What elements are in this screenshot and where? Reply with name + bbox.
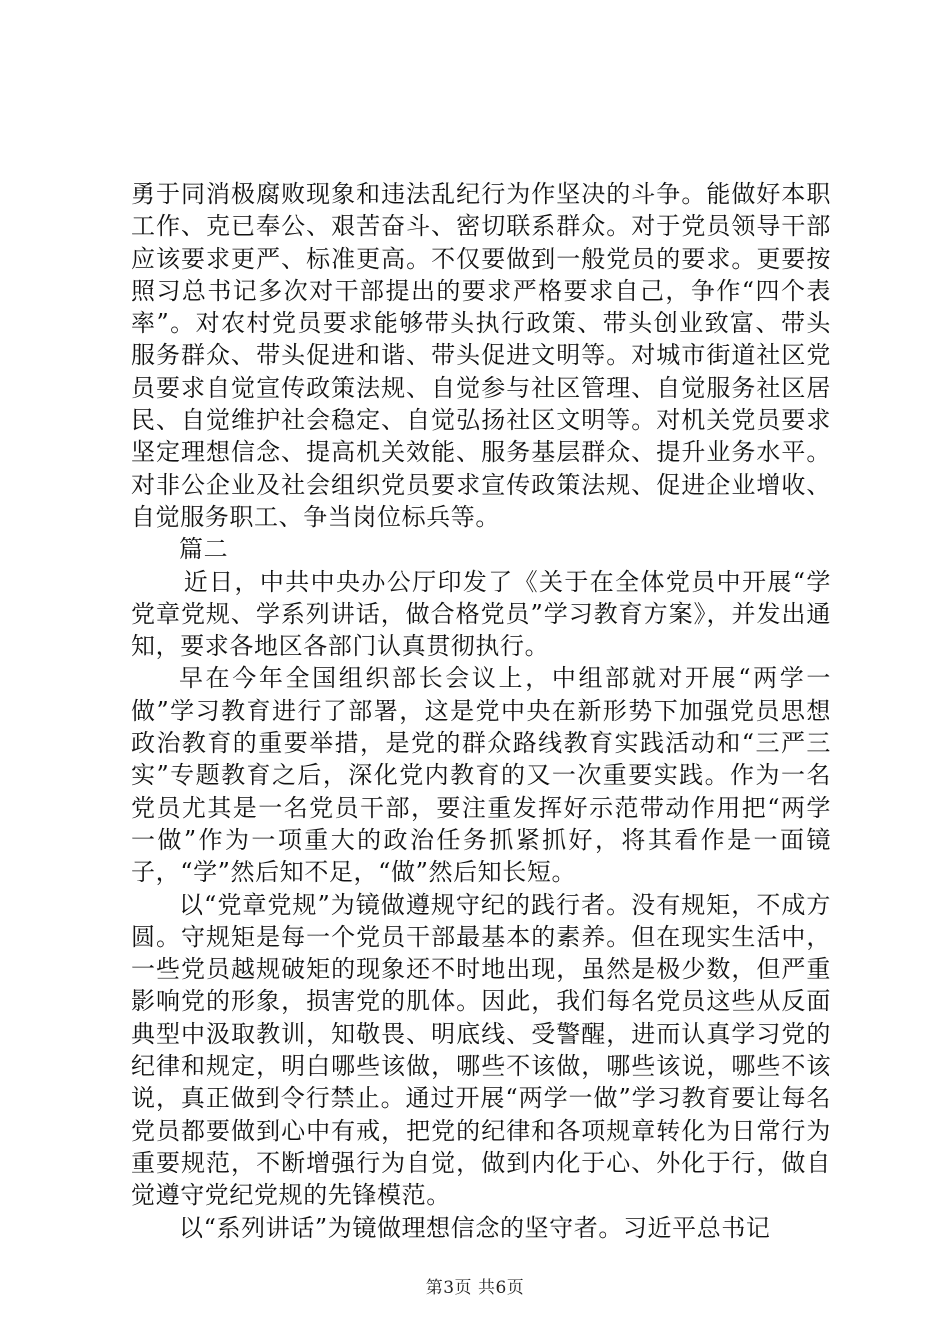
- paragraph-notice: 近日，中共中央办公厅印发了《关于在全体党员中开展“学党章党规、学系列讲话，做合格党员”学习教育方案》，并发出通知，要求各地区各部门认真贯彻执行。: [131, 567, 831, 661]
- section-heading: 篇二: [179, 535, 229, 564]
- paragraph-deployment: 早在今年全国组织部长会议上，中组部就对开展“两学一做”学习教育进行了部署，这是党中央在新形势下加强党员思想政治教育的重要举措，是党的群众路线教育实践活动和“三严三实”专题教育之后，深化党内教育的又一次重要实践。作为一名党员尤其是一名党员干部，要注重发挥好示范带动作用把“两学一做”作为一项重大的政治任务抓紧抓好，将其看作是一面镜子，“学”然后知不足，“做”然后知长短。: [131, 664, 831, 887]
- paragraph-series-speeches: 以“系列讲话”为镜做理想信念的坚守者。习近平总书记: [179, 1213, 771, 1242]
- paragraph-party-rules: 以“党章党规”为镜做遵规守纪的践行者。没有规矩，不成方圆。守规矩是每一个党员干部最基本的素养。但在现实生活中，一些党员越规破矩的现象还不时地出现，虽然是极少数，但严重影响党的形象，损害党的肌体。因此，我们每名党员这些从反面典型中汲取教训，知敬畏、明底线、受警醒，进而认真学习党的纪律和规定，明白哪些该做，哪些不该做，哪些该说，哪些不该说，真正做到令行禁止。通过开展“两学一做”学习教育要让每名党员都要做到心中有戒，把党的纪律和各项规章转化为日常行为重要规范，不断增强行为自觉，做到内化于心、外化于行，做自觉遵守党纪党规的先锋模范。: [131, 890, 831, 1210]
- document-body: [131, 178, 831, 1244]
- paragraph-continuation: 勇于同消极腐败现象和违法乱纪行为作坚决的斗争。能做好本职工作、克已奉公、艰苦奋斗、密切联系群众。对于党员领导干部应该要求更严、标准更高。不仅要做到一般党员的要求。更要按照习总书记多次对干部提出的要求严格要求自己，争作“四个表率”。对农村党员要求能够带头执行政策、带头创业致富、带头服务群众、带头促进和谐、带头促进文明等。对城市街道社区党员要求自觉宣传政策法规、自觉参与社区管理、自觉服务社区居民、自觉维护社会稳定、自觉弘扬社区文明等。对机关党员要求坚定理想信念、提高机关效能、服务基层群众、提升业务水平。对非公企业及社会组织党员要求宣传政策法规、促进企业增收、自觉服务职工、争当岗位标兵等。: [131, 180, 831, 531]
- page-number-footer: 第3页 共6页: [425, 1278, 525, 1298]
